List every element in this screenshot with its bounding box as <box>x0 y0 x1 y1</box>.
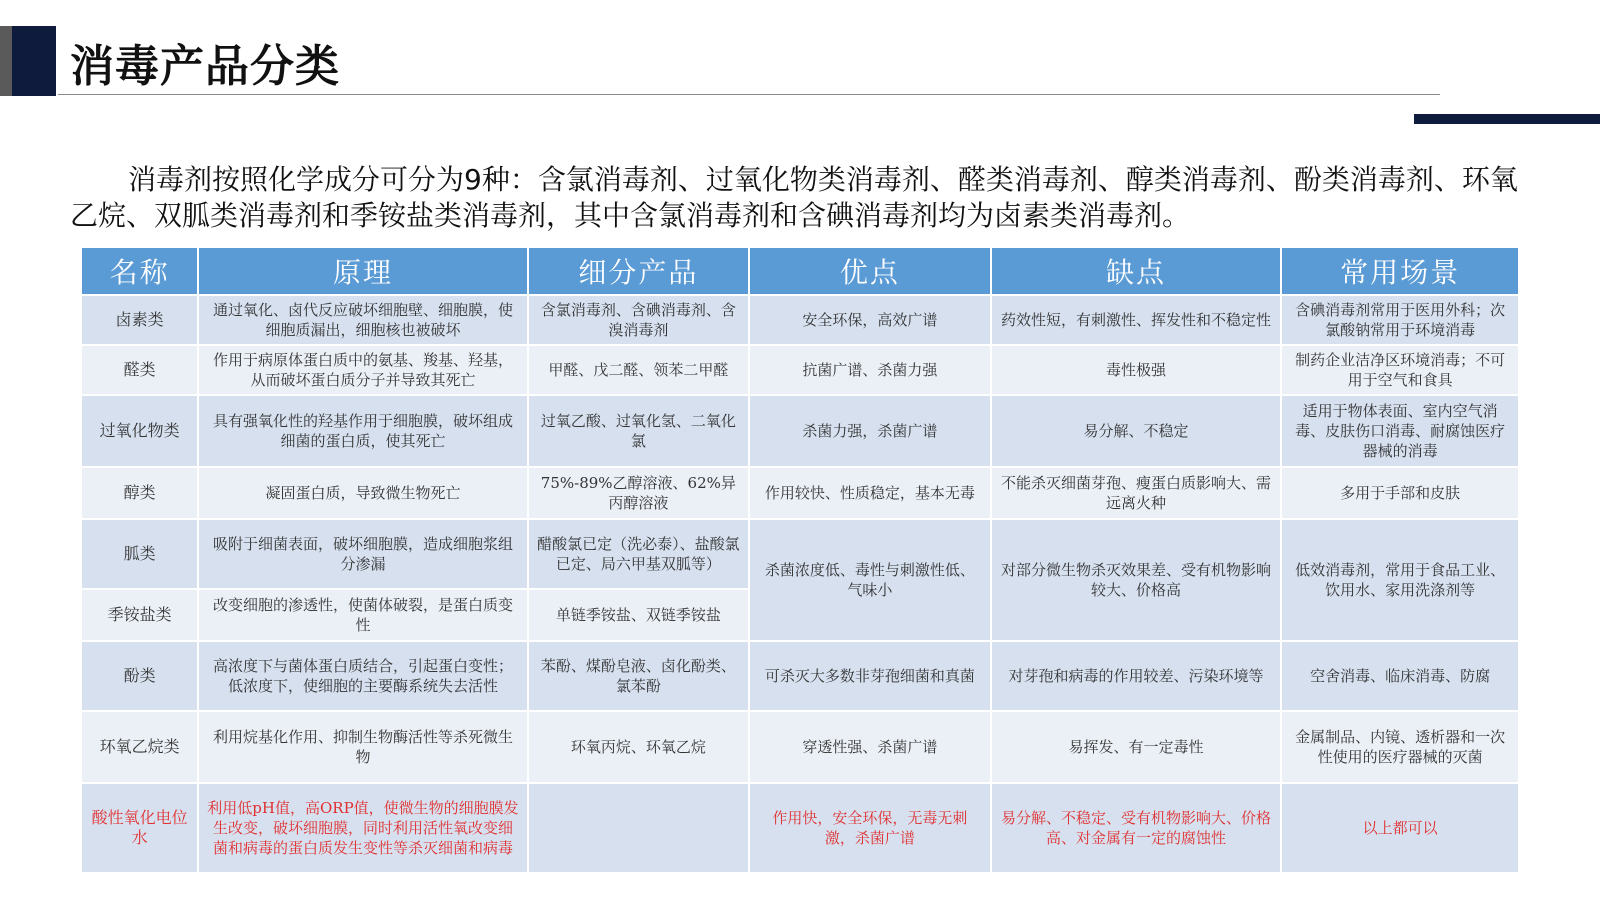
header-scenes: 常用场景 <box>1281 247 1519 295</box>
header-name: 名称 <box>81 247 198 295</box>
header-cons: 缺点 <box>991 247 1282 295</box>
table-row <box>81 467 1519 519</box>
cell-products: 苯酚、煤酚皂液、卤化酚类、氯苯酚 <box>528 641 749 711</box>
header-principle: 原理 <box>198 247 527 295</box>
title-divider <box>58 94 1440 95</box>
cell-pros: 安全环保，高效广谱 <box>749 295 991 345</box>
cell-name: 卤素类 <box>81 295 198 345</box>
cell-scenes: 多用于手部和皮肤 <box>1281 467 1519 519</box>
table-row <box>81 641 1519 711</box>
cell-principle: 改变细胞的渗透性，使菌体破裂，是蛋白质变性 <box>198 589 527 641</box>
cell-scenes: 空舍消毒、临床消毒、防腐 <box>1281 641 1519 711</box>
cell-scenes: 制药企业洁净区环境消毒；不可用于空气和食具 <box>1281 345 1519 395</box>
cell-principle: 高浓度下与菌体蛋白质结合，引起蛋白变性；低浓度下，使细胞的主要酶系统失去活性 <box>198 641 527 711</box>
cell-products: 醋酸氯已定（洗必泰）、盐酸氯已定、局六甲基双胍等） <box>528 519 749 589</box>
cell-name: 胍类 <box>81 519 198 589</box>
cell-scenes-merged: 低效消毒剂，常用于食品工业、饮用水、家用洗涤剂等 <box>1281 519 1519 641</box>
cell-pros-merged: 杀菌浓度低、毒性与刺激性低、气味小 <box>749 519 991 641</box>
cell-name: 醛类 <box>81 345 198 395</box>
cell-principle: 吸附于细菌表面，破坏细胞膜，造成细胞浆组分渗漏 <box>198 519 527 589</box>
cell-principle: 利用低pH值，高ORP值，使微生物的细胞膜发生改变，破坏细胞膜，同时利用活性氧改变细菌和病毒的蛋白质发生变性等杀灭细菌和病毒 <box>198 783 527 873</box>
cell-scenes: 金属制品、内镜、透析器和一次性使用的医疗器械的灭菌 <box>1281 711 1519 783</box>
page-title: 消毒产品分类 <box>70 41 340 92</box>
cell-principle: 通过氧化、卤代反应破坏细胞壁、细胞膜，使细胞质漏出，细胞核也被破坏 <box>198 295 527 345</box>
cell-pros: 可杀灭大多数非芽孢细菌和真菌 <box>749 641 991 711</box>
cell-products: 75%-89%乙醇溶液、62%异丙醇溶液 <box>528 467 749 519</box>
cell-name: 季铵盐类 <box>81 589 198 641</box>
cell-cons: 药效性短，有刺激性、挥发性和不稳定性 <box>991 295 1282 345</box>
cell-products: 环氧丙烷、环氧乙烷 <box>528 711 749 783</box>
cell-scenes: 适用于物体表面、室内空气消毒、皮肤伤口消毒、耐腐蚀医疗器械的消毒 <box>1281 395 1519 467</box>
table-row <box>81 395 1519 467</box>
cell-pros: 穿透性强、杀菌广谱 <box>749 711 991 783</box>
cell-name: 酚类 <box>81 641 198 711</box>
table-row <box>81 345 1519 395</box>
right-accent-bar <box>1414 114 1600 124</box>
cell-name: 过氧化物类 <box>81 395 198 467</box>
cell-products: 单链季铵盐、双链季铵盐 <box>528 589 749 641</box>
cell-cons: 易分解、不稳定、受有机物影响大、价格高、对金属有一定的腐蚀性 <box>991 783 1282 873</box>
intro-paragraph: 消毒剂按照化学成分可分为9种：含氯消毒剂、过氧化物类消毒剂、醛类消毒剂、醇类消毒剂、酚类消毒剂、环氧乙烷、双胍类消毒剂和季铵盐类消毒剂，其中含氯消毒剂和含碘消毒剂均为卤素类消毒剂。 <box>70 163 1518 232</box>
cell-cons: 不能杀灭细菌芽孢、瘦蛋白质影响大、需远离火种 <box>991 467 1282 519</box>
table-header-row <box>81 247 1519 295</box>
header-products: 细分产品 <box>528 247 749 295</box>
cell-pros: 抗菌广谱、杀菌力强 <box>749 345 991 395</box>
cell-principle: 作用于病原体蛋白质中的氨基、羧基、羟基，从而破坏蛋白质分子并导致其死亡 <box>198 345 527 395</box>
cell-name: 环氧乙烷类 <box>81 711 198 783</box>
table-row <box>81 295 1519 345</box>
cell-cons: 易挥发、有一定毒性 <box>991 711 1282 783</box>
cell-pros: 作用较快、性质稳定，基本无毒 <box>749 467 991 519</box>
cell-cons: 易分解、不稳定 <box>991 395 1282 467</box>
cell-principle: 具有强氧化性的羟基作用于细胞膜，破坏组成细菌的蛋白质，使其死亡 <box>198 395 527 467</box>
cell-products: 甲醛、戊二醛、领苯二甲醛 <box>528 345 749 395</box>
cell-pros: 杀菌力强，杀菌广谱 <box>749 395 991 467</box>
cell-products: 含氯消毒剂、含碘消毒剂、含溴消毒剂 <box>528 295 749 345</box>
cell-name: 醇类 <box>81 467 198 519</box>
table-row <box>81 711 1519 783</box>
header-pros: 优点 <box>749 247 991 295</box>
classification-table <box>80 246 1520 874</box>
cell-name: 酸性氧化电位水 <box>81 783 198 873</box>
cell-products: 过氧乙酸、过氧化氢、二氧化氯 <box>528 395 749 467</box>
cell-products <box>528 783 749 873</box>
cell-pros: 作用快，安全环保，无毒无刺激，杀菌广谱 <box>749 783 991 873</box>
cell-cons: 毒性极强 <box>991 345 1282 395</box>
cell-cons-merged: 对部分微生物杀灭效果差、受有机物影响较大、价格高 <box>991 519 1282 641</box>
cell-scenes: 以上都可以 <box>1281 783 1519 873</box>
cell-principle: 凝固蛋白质，导致微生物死亡 <box>198 467 527 519</box>
title-accent-stripe <box>0 26 12 96</box>
cell-scenes: 含碘消毒剂常用于医用外科；次氯酸钠常用于环境消毒 <box>1281 295 1519 345</box>
cell-principle: 利用烷基化作用、抑制生物酶活性等杀死微生物 <box>198 711 527 783</box>
cell-cons: 对芽孢和病毒的作用较差、污染环境等 <box>991 641 1282 711</box>
classification-table-wrap <box>80 246 1520 874</box>
table-row <box>81 519 1519 589</box>
table-row-highlight <box>81 783 1519 873</box>
